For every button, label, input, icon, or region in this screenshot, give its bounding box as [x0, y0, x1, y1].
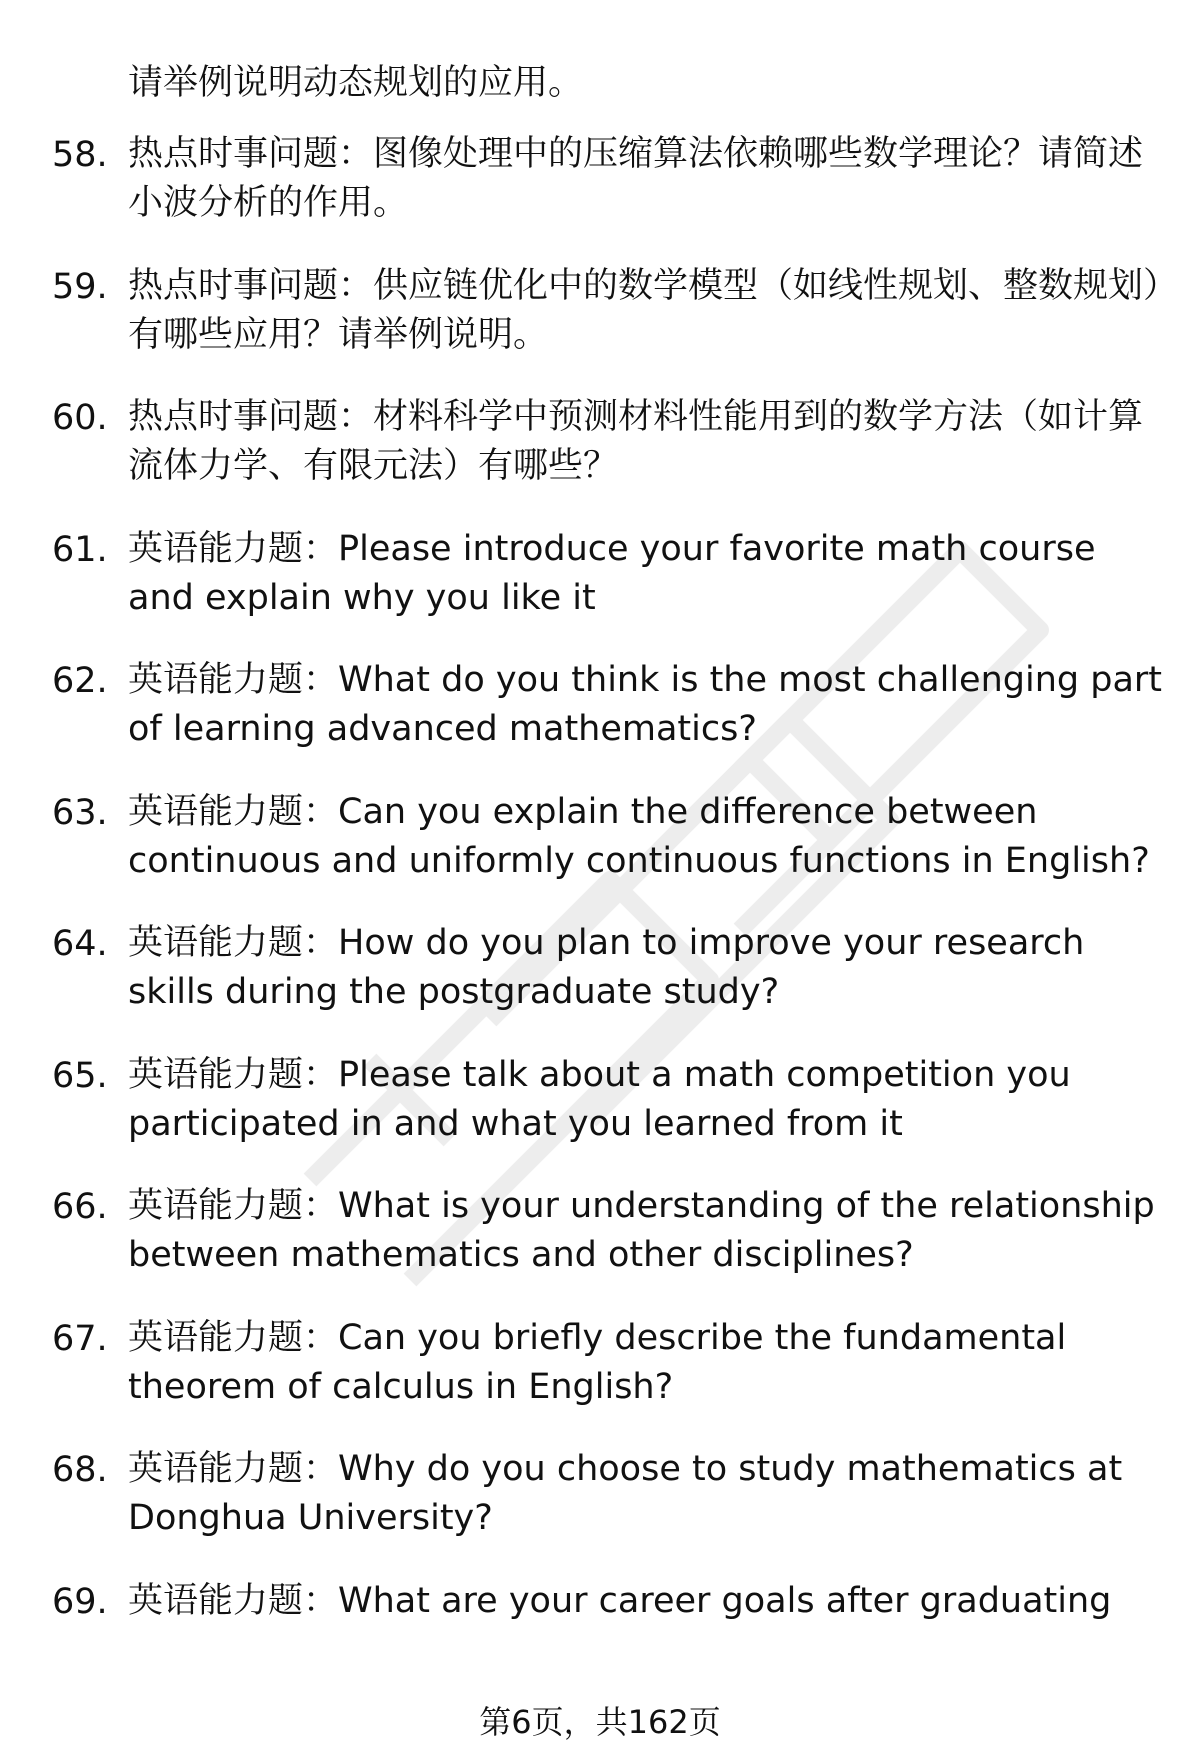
question-category: 热点时事问题： [128, 397, 374, 437]
question-category: 热点时事问题： [128, 265, 374, 306]
question-text: 材料科学中预测材料性能用到的数学方法（如计算流体力学、有限元法）有哪些？ [128, 397, 1144, 486]
question-text: Why do you choose to study mathematics at Donghua University? [128, 1449, 1123, 1538]
question-text: What are your career goals after graduating [338, 1580, 1112, 1621]
question-number: 66. [52, 1187, 108, 1227]
question-number: 61. [52, 529, 108, 570]
question-item [0, 788, 1200, 920]
question-text: 供应链优化中的数学模型（如线性规划、整数规划）有哪些应用？请举例说明。 [128, 265, 1161, 355]
question-category: 英语能力题： [128, 1186, 339, 1226]
question-category: 英语能力题： [128, 791, 339, 832]
question-category: 热点时事问题： [128, 134, 374, 174]
question-body [128, 1577, 1168, 1626]
question-category: 英语能力题： [128, 1449, 339, 1489]
question-number: 58. [52, 135, 108, 175]
question-text: How do you plan to improve your research skills during the postgraduate study? [128, 923, 1085, 1012]
question-category: 英语能力题： [128, 923, 339, 963]
question-number: 64. [52, 924, 108, 964]
question-number: 63. [52, 792, 108, 833]
question-item [0, 1577, 1200, 1709]
question-number: 59. [52, 266, 108, 307]
question-category: 英语能力题： [128, 528, 339, 569]
question-category: 英语能力题： [128, 660, 339, 700]
question-item [0, 1445, 1200, 1577]
continuation-text: 请举例说明动态规划的应用。 [128, 63, 584, 103]
question-item [0, 656, 1200, 788]
page-footer: 第6页，共162页 [479, 1703, 721, 1741]
question-text: 图像处理中的压缩算法依赖哪些数学理论？请简述小波分析的作用。 [128, 134, 1144, 223]
question-body [128, 130, 1168, 228]
question-item [0, 1182, 1200, 1314]
question-body [128, 919, 1168, 1017]
question-number: 60. [52, 398, 108, 438]
question-category: 英语能力题： [128, 1580, 339, 1621]
question-list [0, 130, 1200, 1708]
question-item [0, 393, 1200, 525]
question-body [128, 393, 1168, 491]
question-body [128, 1314, 1168, 1412]
question-item [0, 1314, 1200, 1446]
question-number: 62. [52, 661, 108, 701]
question-category: 英语能力题： [128, 1317, 339, 1358]
question-text: Please introduce your favorite math course and explain why you like it [128, 528, 1096, 618]
question-text: What do you think is the most challenging part of learning advanced mathematics? [128, 660, 1163, 749]
question-body [128, 1182, 1168, 1280]
question-body [128, 788, 1168, 886]
question-item [0, 919, 1200, 1051]
question-item [0, 130, 1200, 262]
question-text: What is your understanding of the relationship between mathematics and other disciplines? [128, 1186, 1155, 1275]
question-number: 67. [52, 1318, 108, 1359]
question-text: Please talk about a math competition you participated in and what you learned from it [128, 1054, 1071, 1144]
question-item [0, 262, 1200, 394]
question-category: 英语能力题： [128, 1054, 339, 1095]
question-item [0, 525, 1200, 657]
question-item [0, 1051, 1200, 1183]
question-body [128, 1051, 1168, 1149]
question-body [128, 525, 1168, 623]
question-number: 65. [52, 1055, 108, 1096]
question-number: 68. [52, 1450, 108, 1490]
question-text: Can you explain the difference between continuous and uniformly continuous functions in English? [128, 791, 1150, 881]
question-text: Can you briefly describe the fundamental theorem of calculus in English? [128, 1317, 1067, 1407]
question-number: 69. [52, 1581, 108, 1622]
question-body [128, 262, 1168, 360]
question-body [128, 1445, 1168, 1543]
question-body [128, 656, 1168, 754]
